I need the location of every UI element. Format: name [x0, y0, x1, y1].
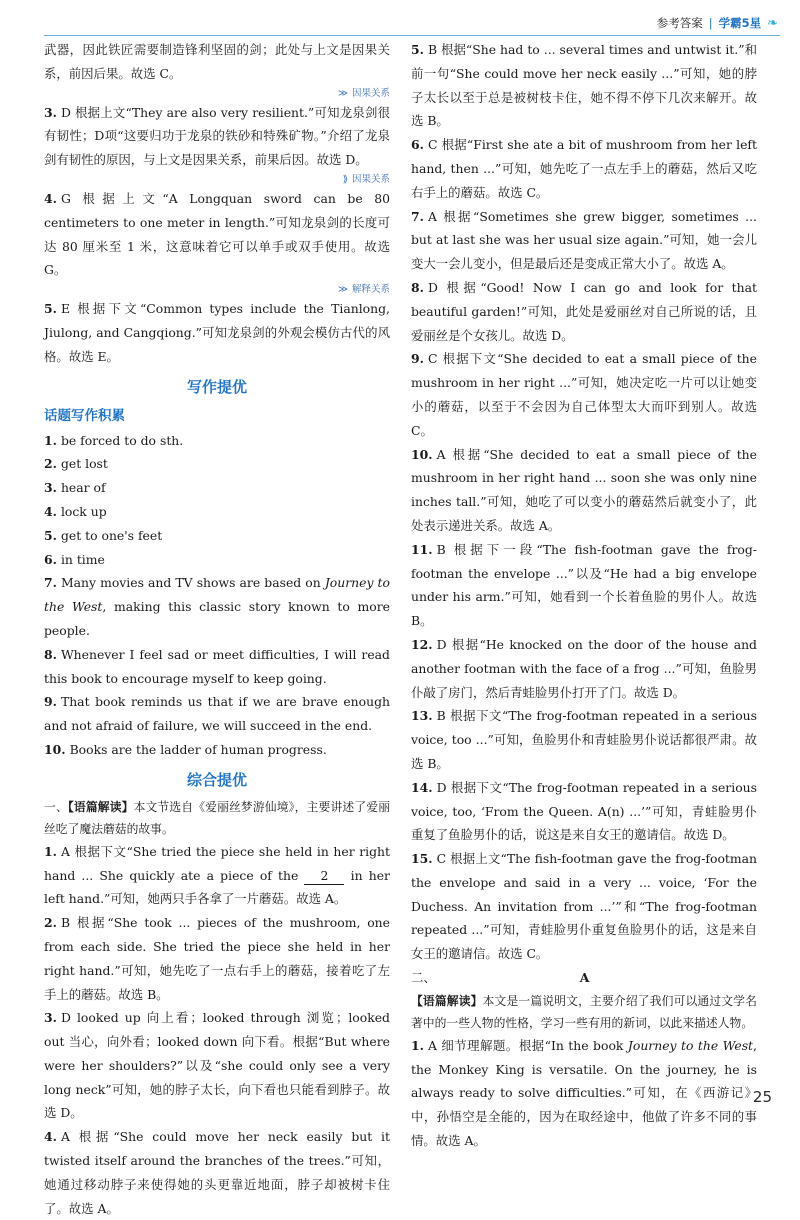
sentence-item: 7. Many movies and TV shows are based on Journey to the West, making this classic story known to more people. [44, 575, 390, 638]
fill-blank: 2 [304, 868, 344, 885]
topic-writing-title: 话题写作积累 [44, 407, 125, 424]
part-label: 二、 [411, 970, 436, 986]
answer-item: 9. C 根据下文“She decided to eat a small piece of the mushroom in her right ...”可知，她决定吃一片可以让她变小的蘑菇，以至于不会因为自己体型太大而吓到别人。故选 C。 [411, 351, 757, 438]
answer-item: 15. C 根据上文“The fish-footman gave the frog-footman the envelope and said in a very ... voice, ‘For the Duchess. An invitation from ...’”和“The frog-footman repeated ...”可知，青蛙脸男仆重复鱼脸男仆的话，这是来自女王的邀请信。故选 C。 [411, 851, 757, 962]
part-letter: A [579, 970, 590, 986]
header-brand: 学霸5星 [718, 16, 762, 30]
double-chevron-icon: ≫ [338, 87, 348, 99]
double-chevron-icon: ⟫ [342, 173, 348, 185]
answer-item: 12. D 根据“He knocked on the door of the house and another footman with the face of a frog ...”可知，鱼脸男仆敲了房门，然后青蛙脸男仆打开了门。故选 D。 [411, 636, 757, 700]
ref-tag: ≫ 因果关系 [338, 87, 390, 99]
ref-tag: ⟫ 因果关系 [342, 173, 390, 185]
answer-item: 1. A 细节理解题。根据“In the book Journey to the West, the Monkey King is versatile. On the journey, he is always ready to solve difficulties.”可知，在《西游记》中，孙悟空是全能的，因为在取经途中，他做了许多不同的事情。故选 A。 [411, 1037, 757, 1149]
answer-item: 4. G 根据上文“A Longquan sword can be 80 centimeters to one meter in length.”可知龙泉剑的长度可达 80 厘米至 1 米，这意味着它可以单手或双手使用。故选 G。 [44, 190, 390, 278]
sentence-item: 8. Whenever I feel sad or meet difficulties, I will read this book to encourage myself to keep going. [44, 646, 390, 686]
answer-item: 6. C 根据“First she ate a bit of mushroom from her left hand, then ...”可知，她先吃了一点左手上的蘑菇，然后又吃右手上的蘑菇。故选 C。 [411, 137, 757, 200]
reading-intro: 一、【语篇解读】本文节选自《爱丽丝梦游仙境》，主要讲述了爱丽丝吃了魔法蘑菇的故事。 [44, 799, 390, 836]
phrase-item: 5. get to one's feet [44, 527, 163, 543]
answer-item: 3. D 根据上文“They are also very resilient.”可知龙泉剑很有韧性；D项“这要归功于龙泉的铁砂和特殊矿物。”介绍了龙泉剑有韧性的原因，与上文是因果关系，前果后因。故选 D。 [44, 104, 390, 168]
header-section-label: 参考答案 [656, 16, 703, 30]
sentence-item: 10. Books are the ladder of human progress. [44, 741, 327, 757]
leaf-icon: ❧ [767, 15, 778, 31]
section-title-writing: 写作提优 [186, 377, 247, 396]
answer-item: 2. B 根据“She took ... pieces of the mushroom, one from each side. She tried the piece she held in her right hand.”可知，她先吃了一点右手上的蘑菇，接着吃了左手上的蘑菇。故选 B。 [44, 915, 390, 1002]
answer-item: 7. A 根据“Sometimes she grew bigger, sometimes ... but at last she was her usual size again.”可知，她一会儿变大一会儿变小，但是最后还是变成正常大小了。故选 A。 [411, 208, 757, 272]
part-two-heading [411, 966, 757, 990]
left-column [44, 38, 390, 1220]
left-top-item: 武器，因此铁匠需要制造锋利坚固的剑；此处与上文是因果关系，前因后果。故选 C。 [44, 42, 390, 81]
answer-item: 3. D looked up 向上看；looked through 浏览；looked out 当心，向外看；looked down 向下看。根据“But where were her shoulders?”以及“she could only see a very long neck”可知，她的脖子太长，向下看也只能看到脖子。故选 D。 [44, 1010, 390, 1121]
phrase-item: 4. lock up [44, 503, 107, 519]
answer-item: 13. B 根据下文“The frog-footman repeated in a serious voice, too ...”可知，鱼脸男仆和青蛙脸男仆说话都很严肃。故选 B。 [411, 708, 757, 771]
answer-item: 11. B 根据下一段“The fish-footman gave the frog-footman the envelope ...”以及“He had a big envelope under his arm.”可知，她看到一个长着鱼脸的男仆人。故选 B。 [411, 541, 757, 629]
sentence-item: 9. That book reminds us that if we are brave enough and not afraid of failure, we will succeed in the end. [44, 694, 390, 734]
phrase-item: 6. in time [44, 551, 105, 567]
answer-item: 14. D 根据下文“The frog-footman repeated in a serious voice, too, ‘From the Queen. A(n) ...’”可知，青蛙脸男仆重复了鱼脸男仆的话，说这是来自女王的邀请信。故选 D。 [411, 779, 757, 843]
page-number: 25 [752, 1088, 772, 1106]
section-title-comprehensive: 综合提优 [186, 770, 247, 789]
page-header [657, 12, 778, 34]
phrase-item: 2. get lost [44, 456, 108, 472]
answer-item: 8. D 根据“Good! Now I can go and look for that beautiful garden!”可知，此处是爱丽丝对自己所说的话，且爱丽丝是个女孩儿。故选 D。 [411, 279, 757, 343]
phrase-item: 3. hear of [44, 480, 106, 496]
answer-item: 5. B 根据“She had to ... several times and untwist it.”和前一句“She could move her neck easily ...”可知，她的脖子太长以至于总是被树枝卡住，她不得不停下几次来解开。故选 B。 [411, 42, 757, 129]
answer-item: 10. A 根据“She decided to eat a small piece of the mushroom in her right hand ... soon she was only nine inches tall.”可知，她吃了可以变小的蘑菇然后就变小了，此处表示递进关系。故选 A。 [411, 446, 757, 533]
header-rule [44, 35, 780, 36]
right-column [411, 38, 757, 1153]
answer-item: 5. E 根据下文“Common types include the Tianlong, Jiulong, and Cangqiong.”可知龙泉剑的外观会模仿古代的风格。故选 E。 [44, 301, 390, 364]
reading-intro: 【语篇解读】本文是一篇说明文，主要介绍了我们可以通过文学名著中的一些人物的性格，学习一些有用的新词，以此来描述人物。 [411, 993, 757, 1030]
answer-item: 1. A 根据下文“She tried the piece she held in her right hand ... She quickly ate a piece of the 2 in her left hand.”可知，她两只手各拿了一片蘑菇。故选 A。 [44, 843, 390, 907]
answer-item: 4. A 根据“She could move her neck easily but it twisted itself around the branches of the trees.”可知，她通过移动脖子来使得她的头更靠近地面，脖子却被树卡住了。故选 A。 [44, 1129, 390, 1216]
ref-tag: ≫ 解释关系 [338, 284, 390, 296]
double-chevron-icon: ≫ [338, 284, 348, 296]
header-separator: | [708, 16, 713, 30]
phrase-item: 1. be forced to do sth. [44, 432, 184, 448]
